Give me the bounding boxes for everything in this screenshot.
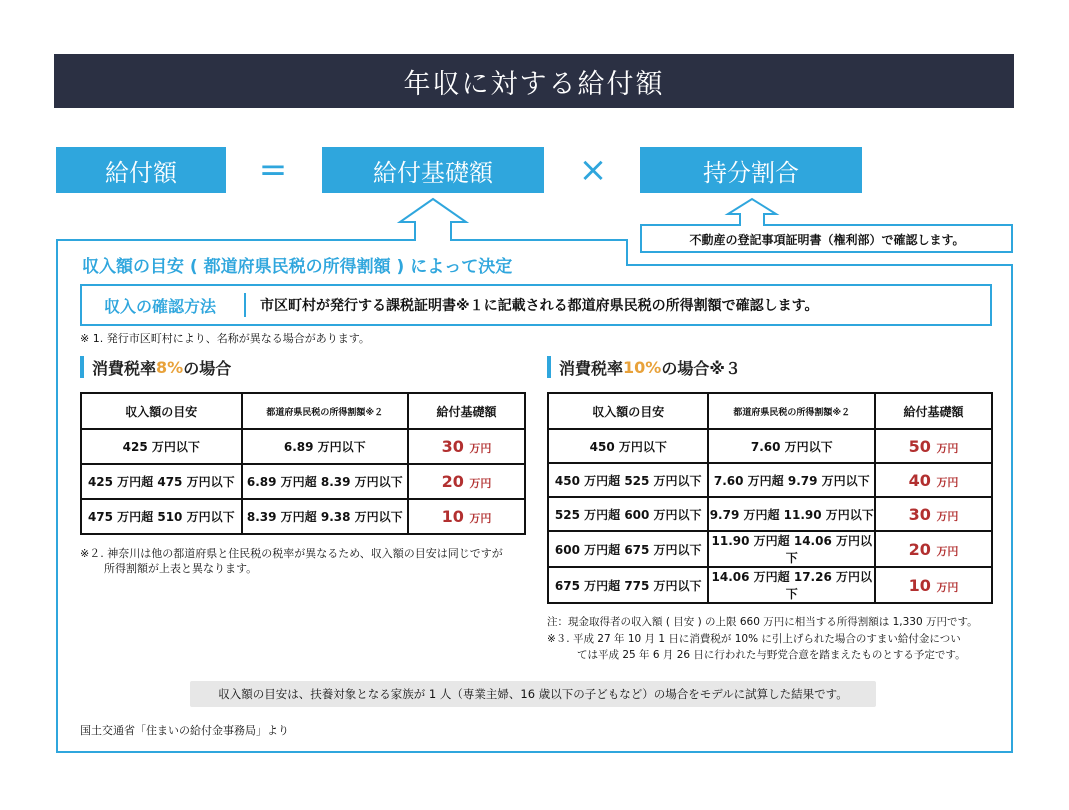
header-income: 収入額の目安 <box>81 393 242 429</box>
income-cell: 450 万円超 525 万円以下 <box>548 463 708 497</box>
table-row <box>548 567 992 603</box>
amount-value: 10 <box>441 507 464 526</box>
table-row <box>81 429 525 464</box>
amount-cell <box>408 429 525 464</box>
amount-value: 30 <box>908 504 931 524</box>
times-sign: × <box>578 150 608 190</box>
confirm-method-label: 収入の確認方法 <box>104 296 217 316</box>
note-3-line-1: ※３. 平成 27 年 10 月 1 日に消費税が 10% に引上げられた場合のすまい給付金につい <box>547 633 961 645</box>
amount-value: 50 <box>908 436 931 456</box>
benefit-amount-box: 給付額 <box>56 147 226 193</box>
tax-cell: 11.90 万円超 14.06 万円以下 <box>708 531 875 567</box>
section-8-rate: 8% <box>156 357 184 377</box>
section-10-heading <box>547 355 741 379</box>
note-2-line-2: 所得割額が上表と異なります。 <box>104 562 258 575</box>
table-row <box>548 531 992 567</box>
header-tax: 都道府県民税の所得割額※２ <box>242 393 409 429</box>
note-2-line-1: ※２. 神奈川は他の都道府県と住民税の税率が異なるため、収入額の目安は同じですが <box>80 547 503 560</box>
section-8-heading <box>80 355 231 379</box>
tax-cell: 7.60 万円以下 <box>708 429 875 463</box>
amount-value: 10 <box>908 575 931 595</box>
table-8-percent <box>80 392 526 535</box>
amount-cell <box>875 429 992 463</box>
table-row <box>81 464 525 499</box>
header-amount: 給付基礎額 <box>875 393 992 429</box>
tax-cell: 9.79 万円超 11.90 万円以下 <box>708 497 875 531</box>
section-bar <box>80 356 84 378</box>
page-title: 年収に対する給付額 <box>54 54 1014 108</box>
amount-value: 30 <box>441 437 464 456</box>
tax-cell: 6.89 万円超 8.39 万円以下 <box>242 464 409 499</box>
amount-cell <box>408 499 525 534</box>
confirm-method-text: 市区町村が発行する課税証明書※１に記載される都道府県民税の所得割額で確認します。 <box>260 298 819 314</box>
section-8-prefix: 消費税率 <box>92 358 157 378</box>
header-income: 収入額の目安 <box>548 393 708 429</box>
amount-unit: 万円 <box>936 580 959 594</box>
amount-unit: 万円 <box>936 475 959 489</box>
income-cell: 450 万円以下 <box>548 429 708 463</box>
amount-cell <box>408 464 525 499</box>
confirm-method-box <box>80 284 992 326</box>
share-note: 不動産の登記事項証明書（権利部）で確認します。 <box>689 232 965 247</box>
share-ratio-box: 持分割合 <box>640 147 862 193</box>
income-cell: 475 万円超 510 万円以下 <box>81 499 242 534</box>
income-cell: 675 万円超 775 万円以下 <box>548 567 708 603</box>
note-1: ※ 1. 発行市区町村により、名称が異なる場合があります。 <box>80 332 370 345</box>
amount-cell <box>875 567 992 603</box>
source-credit: 国土交通省「住まいの給付金事務局」より <box>80 724 289 737</box>
amount-cell <box>875 531 992 567</box>
section-10-rate: 10% <box>623 357 662 377</box>
amount-unit: 万円 <box>469 477 492 490</box>
income-cell: 600 万円超 675 万円以下 <box>548 531 708 567</box>
base-amount-box: 給付基礎額 <box>322 147 544 193</box>
amount-unit: 万円 <box>936 441 959 455</box>
income-heading: 収入額の目安 ( 都道府県民税の所得割額 ) によって決定 <box>82 257 513 277</box>
income-cell: 525 万円超 600 万円以下 <box>548 497 708 531</box>
tax-cell: 8.39 万円超 9.38 万円以下 <box>242 499 409 534</box>
divider <box>244 293 246 317</box>
amount-unit: 万円 <box>936 544 959 558</box>
note-cash: 注：現金取得者の収入額 ( 目安 ) の上限 660 万円に相当する所得割額は 1,330 万円です。 <box>547 616 978 628</box>
amount-value: 20 <box>908 539 931 559</box>
table-row <box>548 497 992 531</box>
model-note: 収入額の目安は、扶養対象となる家族が 1 人（専業主婦、16 歳以下の子どもなど）の場合をモデルに試算した結果です。 <box>190 681 876 707</box>
section-10-suffix: の場合※３ <box>661 358 741 378</box>
amount-cell <box>875 463 992 497</box>
amount-unit: 万円 <box>936 509 959 523</box>
table-row <box>81 499 525 534</box>
income-cell: 425 万円以下 <box>81 429 242 464</box>
tax-cell: 6.89 万円以下 <box>242 429 409 464</box>
amount-cell <box>875 497 992 531</box>
header-tax: 都道府県民税の所得割額※２ <box>708 393 875 429</box>
income-cell: 425 万円超 475 万円以下 <box>81 464 242 499</box>
amount-value: 40 <box>908 470 931 490</box>
table-row <box>548 463 992 497</box>
section-8-suffix: の場合 <box>183 358 232 378</box>
section-10-prefix: 消費税率 <box>559 358 624 378</box>
amount-unit: 万円 <box>469 442 492 455</box>
header-amount: 給付基礎額 <box>408 393 525 429</box>
tax-cell: 14.06 万円超 17.26 万円以下 <box>708 567 875 603</box>
tax-cell: 7.60 万円超 9.79 万円以下 <box>708 463 875 497</box>
equals-sign: = <box>258 150 288 190</box>
section-bar <box>547 356 551 378</box>
table-row <box>548 429 992 463</box>
amount-value: 20 <box>441 472 464 491</box>
table-10-percent <box>547 392 993 604</box>
amount-unit: 万円 <box>469 512 492 525</box>
note-3-line-2: ては平成 25 年 6 月 26 日に行われた与野党合意を踏まえたものとする予定です。 <box>577 649 966 661</box>
